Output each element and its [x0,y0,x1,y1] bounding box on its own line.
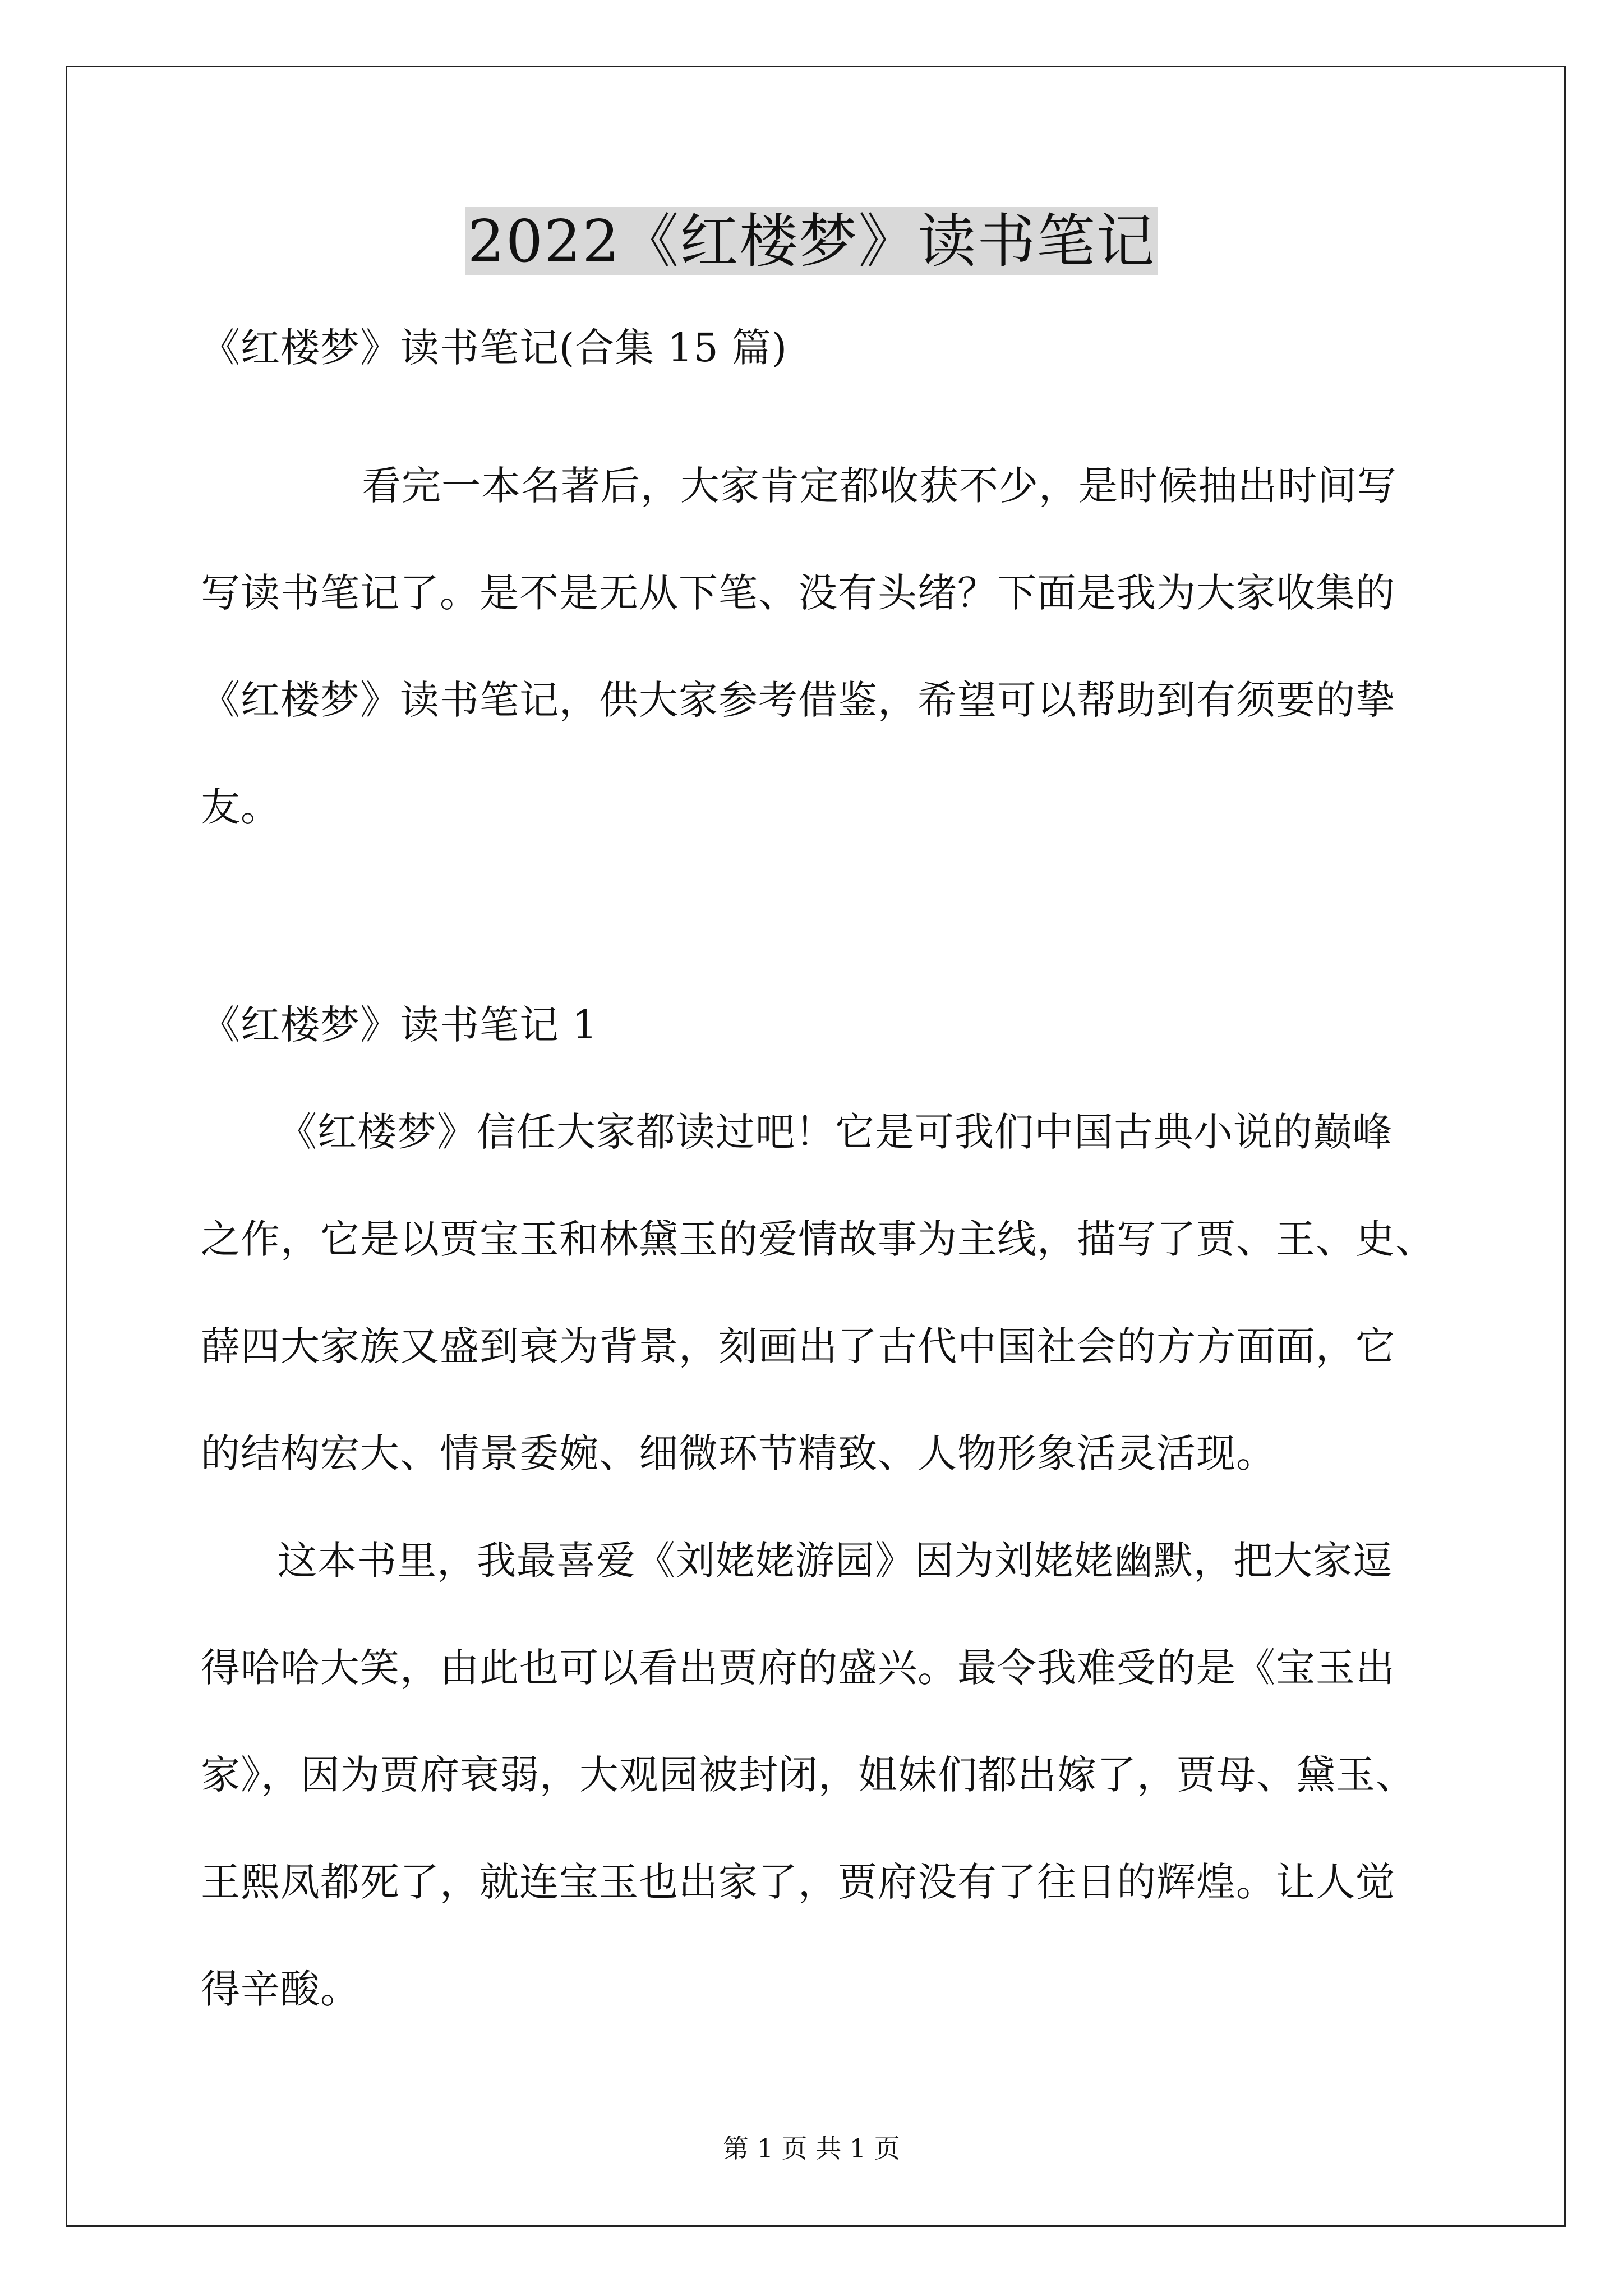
paragraph2-line-1: 这本书里，我最喜爱《刘姥姥游园》因为刘姥姥幽默，把大家逗 [278,1538,1393,1584]
intro-line-2: 写读书笔记了。是不是无从下笔、没有头绪？下面是我为大家收集的 [201,570,1395,616]
intro-line-4: 友。 [201,784,280,830]
document-title-text: 2022《红楼梦》读书笔记 [465,207,1158,275]
paragraph1-line-4: 的结构宏大、情景委婉、细微环节精致、人物形象活灵活现。 [201,1430,1276,1476]
document-subtitle: 《红楼梦》读书笔记(合集 15 篇) [201,325,788,371]
paragraph2-line-3: 家》，因为贾府衰弱，大观园被封闭，姐妹们都出嫁了，贾母、黛玉、 [201,1752,1415,1798]
paragraph1-line-3: 薛四大家族又盛到衰为背景，刻画出了古代中国社会的方方面面，它 [201,1323,1395,1369]
paragraph2-line-2: 得哈哈大笑，由此也可以看出贾府的盛兴。最令我难受的是《宝玉出 [201,1645,1395,1691]
paragraph2-line-4: 王熙凤都死了，就连宝玉也出家了，贾府没有了往日的辉煌。让人觉 [201,1859,1395,1905]
intro-line-3: 《红楼梦》读书笔记，供大家参考借鉴，希望可以帮助到有须要的挚 [201,677,1395,723]
section-heading: 《红楼梦》读书笔记 1 [201,1002,598,1048]
paragraph2-line-5: 得辛酸。 [201,1966,360,2012]
intro-line-1: 看完一本名著后，大家肯定都收获不少，是时候抽出时间写 [362,463,1397,509]
paragraph1-line-1: 《红楼梦》信任大家都读过吧！它是可我们中国古典小说的巅峰 [278,1109,1393,1155]
document-title [0,202,1623,280]
paragraph1-line-2: 之作，它是以贾宝玉和林黛玉的爱情故事为主线，描写了贾、王、史、 [201,1216,1435,1262]
page-footer: 第 1 页 共 1 页 [723,2133,900,2164]
